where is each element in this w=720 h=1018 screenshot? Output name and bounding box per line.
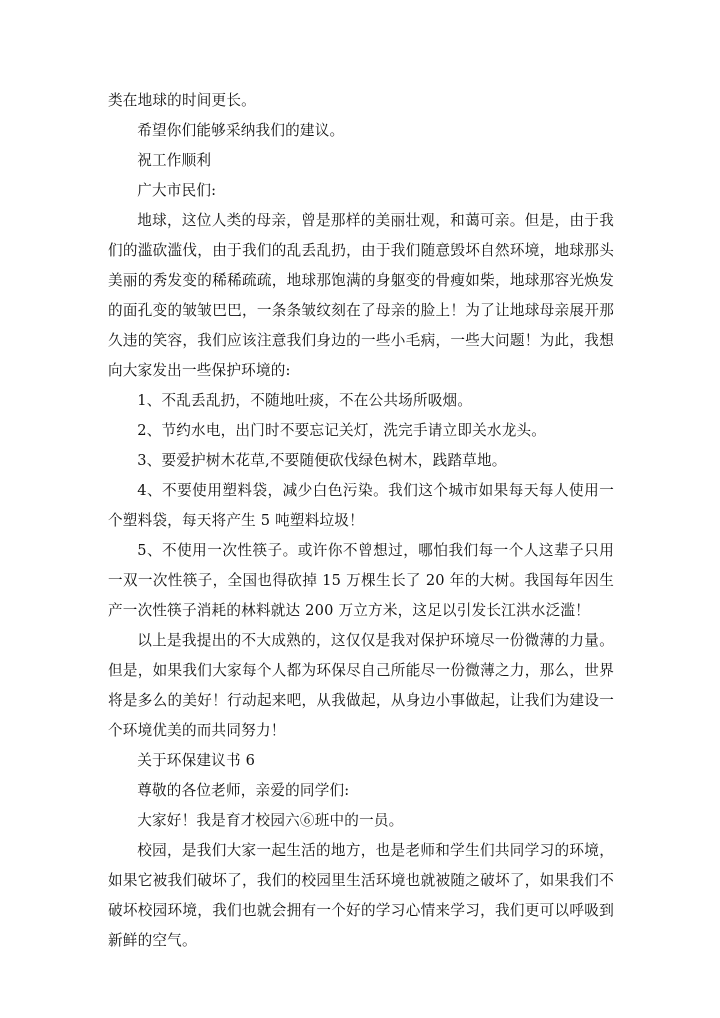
paragraph-greeting: 尊敬的各位老师，亲爱的同学们: [137,782,350,799]
document-body [108,86,614,956]
paragraph-hope: 希望你们能够采纳我们的建议。 [137,122,345,139]
list-item-5: 5、不使用一次性筷子。或许你不曾想过，哪怕我们每一个人这辈子只用一双一次性筷子，全国也得砍掉 15 万棵生长了 20 年的大树。我国每年因生产一次性筷子消耗的林料就达 200 万立方米，这足以引发长江洪水泛滥！ [108,542,614,619]
paragraph-earth: 地球，这位人类的母亲，曾是那样的美丽壮观，和蔼可亲。但是，由于我们的滥砍滥伐，由于我们的乱丢乱扔，由于我们随意毁坏自然环境，地球那头美丽的秀发变的稀稀疏疏，地球那饱满的身躯变的骨瘦如柴，地球那容光焕发的面孔变的皱皱巴巴，一条条皱纹刻在了母亲的脸上！为了让地球母亲展开那久违的笑容，我们应该注意我们身边的一些小毛病，一些大问题！为此，我想向大家发出一些保护环境的: [108,212,614,379]
list-item-4: 4、不要使用塑料袋，减少白色污染。我们这个城市如果每天每人使用一个塑料袋，每天将产生 5 吨塑料垃圾！ [108,482,614,529]
paragraph-continuation: 类在地球的时间更长。 [108,92,256,109]
list-item-2: 2、节约水电，出门时不要忘记关灯，洗完手请立即关水龙头。 [137,422,547,439]
list-item-1: 1、不乱丢乱扔，不随地吐痰，不在公共场所吸烟。 [137,392,473,409]
paragraph-salutation: 广大市民们: [137,182,217,199]
paragraph-campus: 校园，是我们大家一起生活的地方，也是老师和学生们共同学习的环境，如果它被我们破坏了，我们的校园里生活环境也就被随之破坏了，如果我们不破坏校园环境，我们也就会拥有一个好的学习心情来学习，我们更可以呼吸到新鲜的空气。 [108,842,614,949]
paragraph-conclusion: 以上是我提出的不大成熟的，这仅仅是我对保护环境尽一份微薄的力量。但是，如果我们大家每个人都为环保尽自己所能尽一份微薄之力，那么，世界将是多么的美好！行动起来吧，从我做起，从身边小事做起，让我们为建设一个环境优美的而共同努力！ [108,632,614,739]
paragraph-intro: 大家好！我是育才校园六⑥班中的一员。 [137,812,404,829]
paragraph-closing: 祝工作顺利 [137,152,212,169]
list-item-3: 3、要爱护树木花草,不要随便砍伐绿色树木，践踏草地。 [137,452,507,469]
section-title: 关于环保建议书 6 [137,752,256,769]
